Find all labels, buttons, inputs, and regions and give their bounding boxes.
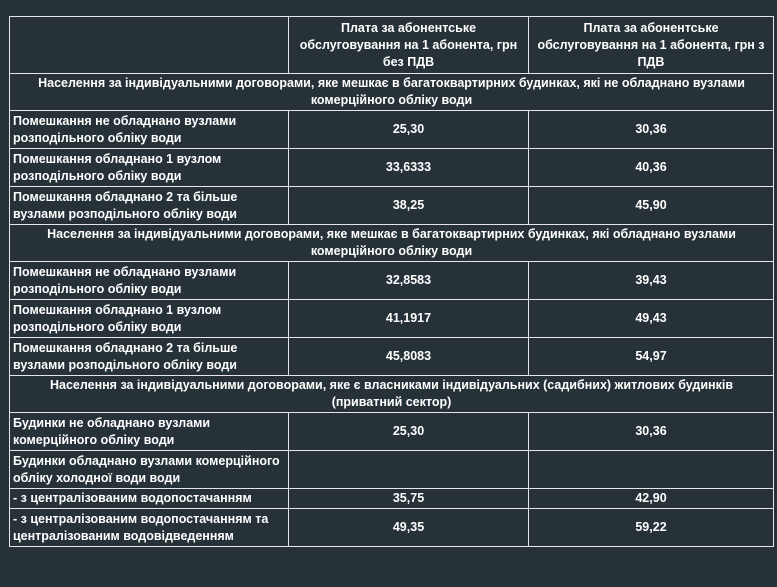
row-label: Будинки не обладнано вузлами комерційного обліку води: [10, 413, 289, 451]
table-row: [10, 187, 774, 225]
row-label: Помешкання не обладнано вузлами розподільного обліку води: [10, 111, 289, 149]
price-no-vat: 49,35: [289, 509, 529, 547]
table-row: [10, 413, 774, 451]
section-row: [10, 74, 774, 111]
price-with-vat: 30,36: [529, 111, 774, 149]
price-with-vat: 30,36: [529, 413, 774, 451]
section-title-1: Населення за індивідуальними договорами, яке мешкає в багатоквартирних будинках, які не обладнано вузлами комерційного обліку води: [10, 74, 774, 111]
table-row: [10, 509, 774, 547]
price-with-vat: 54,97: [529, 338, 774, 376]
price-with-vat: 39,43: [529, 262, 774, 300]
table-row: [10, 262, 774, 300]
price-no-vat: 25,30: [289, 111, 529, 149]
price-no-vat: 25,30: [289, 413, 529, 451]
row-label: - з централізованим водопостачанням: [10, 489, 289, 509]
row-label: Помешкання обладнано 2 та більше вузлами розподільного обліку води: [10, 338, 289, 376]
price-with-vat: 45,90: [529, 187, 774, 225]
table-row: [10, 149, 774, 187]
price-no-vat: 45,8083: [289, 338, 529, 376]
table-row: [10, 338, 774, 376]
price-no-vat: 41,1917: [289, 300, 529, 338]
section-row: [10, 225, 774, 262]
row-label: Помешкання обладнано 1 вузлом розподільного обліку води: [10, 149, 289, 187]
price-no-vat: 32,8583: [289, 262, 529, 300]
row-label: Помешкання обладнано 2 та більше вузлами розподільного обліку води: [10, 187, 289, 225]
cropped-heading-top: [0, 0, 777, 6]
price-no-vat: [289, 451, 529, 489]
price-with-vat: 59,22: [529, 509, 774, 547]
cropped-paragraph-bottom: [0, 574, 777, 587]
price-with-vat: 40,36: [529, 149, 774, 187]
table-row: [10, 111, 774, 149]
price-no-vat: 35,75: [289, 489, 529, 509]
row-label: Помешкання не обладнано вузлами розподільного обліку води: [10, 262, 289, 300]
section-title-3: Населення за індивідуальними договорами, яке є власниками індивідуальних (садибних) житлових будинків (приватний сектор): [10, 376, 774, 413]
tariff-table: [9, 16, 774, 547]
price-with-vat: 49,43: [529, 300, 774, 338]
row-label: - з централізованим водопостачанням та централізованим водовідведенням: [10, 509, 289, 547]
header-corner-cell: [10, 17, 289, 74]
row-label: Будинки обладнано вузлами комерційного обліку холодної води води: [10, 451, 289, 489]
table-row: [10, 451, 774, 489]
header-with-vat: Плата за абонентське обслуговування на 1 абонента, грн з ПДВ: [529, 17, 774, 74]
row-label: Помешкання обладнано 1 вузлом розподільного обліку води: [10, 300, 289, 338]
section-row: [10, 376, 774, 413]
table-row: [10, 300, 774, 338]
header-no-vat: Плата за абонентське обслуговування на 1 абонента, грн без ПДВ: [289, 17, 529, 74]
table-header-row: [10, 17, 774, 74]
section-title-2: Населення за індивідуальними договорами, яке мешкає в багатоквартирних будинках, які обладнано вузлами комерційного обліку води: [10, 225, 774, 262]
price-with-vat: [529, 451, 774, 489]
price-with-vat: 42,90: [529, 489, 774, 509]
price-no-vat: 33,6333: [289, 149, 529, 187]
table-row: [10, 489, 774, 509]
price-no-vat: 38,25: [289, 187, 529, 225]
